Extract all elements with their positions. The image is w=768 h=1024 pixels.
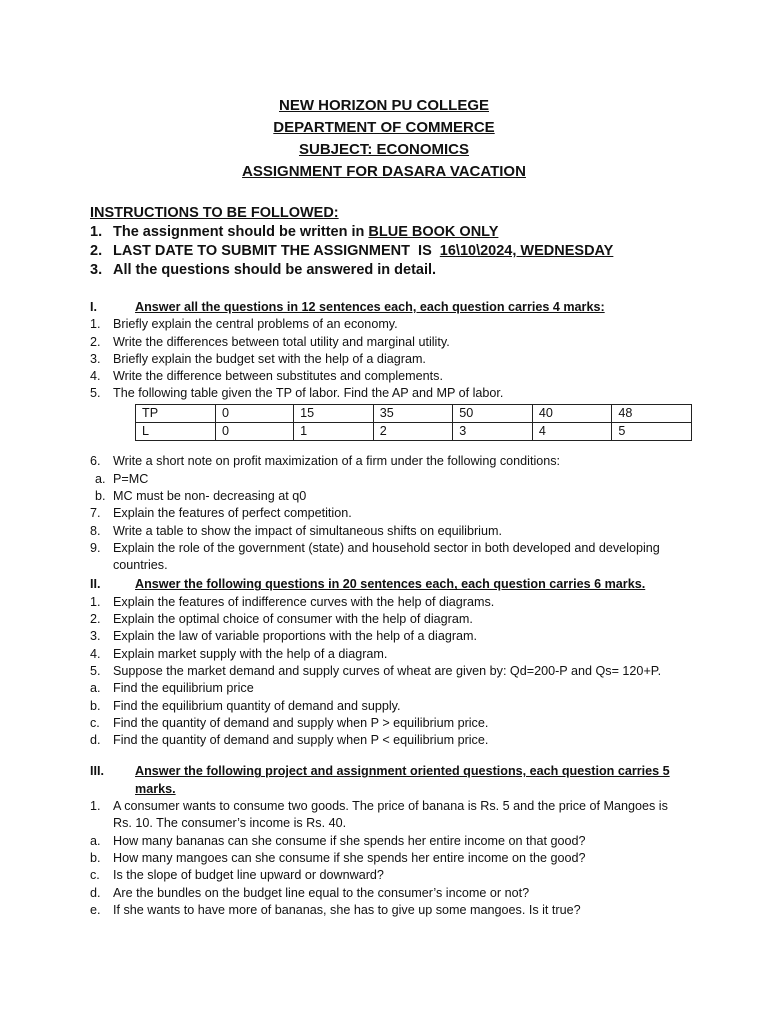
instruction-number: 1. bbox=[90, 224, 103, 240]
question-number: b. bbox=[90, 850, 101, 865]
question-item bbox=[90, 798, 690, 833]
question-number: a. bbox=[90, 681, 101, 696]
question-item bbox=[90, 628, 690, 645]
question-number: a. bbox=[95, 471, 106, 486]
sub-question-item bbox=[90, 833, 690, 850]
question-number: 9. bbox=[90, 540, 101, 555]
question-item bbox=[90, 594, 690, 611]
question-number: 2. bbox=[90, 612, 101, 627]
sub-question-item bbox=[90, 867, 690, 884]
question-text: Is the slope of budget line upward or downward? bbox=[113, 868, 384, 883]
question-number: d. bbox=[90, 733, 101, 748]
question-text: Suppose the market demand and supply curves of wheat are given by: Qd=200-P and Qs= 120+P. bbox=[113, 663, 662, 678]
question-item bbox=[90, 385, 690, 402]
question-item bbox=[90, 540, 690, 575]
question-item bbox=[90, 453, 690, 470]
instruction-item bbox=[90, 242, 690, 261]
question-text: Write a short note on profit maximization of a firm under the following conditions: bbox=[113, 454, 561, 469]
question-number: a. bbox=[90, 833, 101, 848]
question-number: 3. bbox=[90, 629, 101, 644]
question-text: How many bananas can she consume if she spends her entire income on that good? bbox=[113, 833, 586, 848]
question-text: Write the differences between total utility and marginal utility. bbox=[113, 334, 450, 349]
table-cell: 5 bbox=[612, 423, 692, 441]
question-text: If she wants to have more of bananas, she has to give up some mangoes. Is it true? bbox=[113, 902, 581, 917]
question-number: 5. bbox=[90, 386, 101, 401]
question-text: Explain the law of variable proportions with the help of a diagram. bbox=[113, 629, 478, 644]
instruction-text bbox=[113, 242, 613, 261]
question-text: Write a table to show the impact of simultaneous shifts on equilibrium. bbox=[113, 523, 502, 538]
question-text: Find the quantity of demand and supply when P < equilibrium price. bbox=[113, 733, 489, 748]
instruction-item bbox=[90, 223, 690, 242]
instruction-text-part: LAST DATE TO SUBMIT THE ASSIGNMENT IS bbox=[113, 243, 440, 259]
question-text: Find the equilibrium price bbox=[113, 681, 254, 696]
question-number: 4. bbox=[90, 646, 101, 661]
instruction-item bbox=[90, 261, 690, 280]
instructions-title: INSTRUCTIONS TO BE FOLLOWED: bbox=[90, 205, 339, 221]
question-text: How many mangoes can she consume if she spends her entire income on the good? bbox=[113, 850, 586, 865]
subject-name: SUBJECT: ECONOMICS bbox=[298, 141, 470, 158]
question-number: 5. bbox=[90, 663, 101, 678]
table-cell: 4 bbox=[532, 423, 612, 441]
sub-question-item bbox=[90, 471, 690, 488]
sub-question-item bbox=[90, 885, 690, 902]
table-cell: 3 bbox=[453, 423, 533, 441]
instruction-emphasis: 16\10\2024, WEDNESDAY bbox=[439, 243, 614, 259]
instruction-emphasis: BLUE BOOK ONLY bbox=[368, 224, 499, 240]
question-text: Find the equilibrium quantity of demand and supply. bbox=[113, 698, 401, 713]
assignment-title: ASSIGNMENT FOR DASARA VACATION bbox=[242, 163, 526, 180]
instruction-text: All the questions should be answered in detail. bbox=[113, 262, 437, 278]
question-number: 4. bbox=[90, 369, 101, 384]
question-number: c. bbox=[90, 715, 100, 730]
table-cell: 0 bbox=[215, 423, 293, 441]
sub-question-item bbox=[90, 698, 690, 715]
section-title: Answer the following questions in 20 sentences each, each question carries 6 marks. bbox=[135, 577, 646, 592]
question-item bbox=[90, 663, 690, 680]
section-title: Answer the following project and assignment oriented questions, each question carries 5 marks. bbox=[135, 764, 670, 796]
sub-question-item bbox=[90, 902, 690, 919]
table-cell: 1 bbox=[294, 423, 374, 441]
table-cell: 48 bbox=[612, 404, 692, 422]
sub-question-item bbox=[90, 680, 690, 697]
question-text: Briefly explain the budget set with the help of a diagram. bbox=[113, 351, 426, 366]
table-cell: 0 bbox=[215, 404, 293, 422]
question-item bbox=[90, 334, 690, 351]
question-number: 1. bbox=[90, 317, 101, 332]
question-number: 1. bbox=[90, 799, 101, 814]
instruction-text bbox=[113, 223, 498, 242]
question-text: P=MC bbox=[113, 471, 149, 486]
section-roman: III. bbox=[90, 764, 104, 779]
question-item bbox=[90, 316, 690, 333]
sub-question-item bbox=[90, 850, 690, 867]
question-text: Are the bundles on the budget line equal to the consumer’s income or not? bbox=[113, 885, 530, 900]
question-text: Explain the features of indifference curves with the help of diagrams. bbox=[113, 594, 495, 609]
section-title: Answer all the questions in 12 sentences each, each question carries 4 marks: bbox=[135, 300, 605, 314]
table-cell: 50 bbox=[453, 404, 533, 422]
question-text: MC must be non- decreasing at q0 bbox=[113, 488, 307, 503]
question-number: e. bbox=[90, 902, 101, 917]
section-heading-2 bbox=[90, 576, 690, 593]
question-text: A consumer wants to consume two goods. The price of banana is Rs. 5 and the price of Mangoes is Rs. 10. The consumer’s income is Rs. 40. bbox=[113, 799, 668, 831]
section-heading-3 bbox=[90, 763, 690, 798]
question-text: Explain the role of the government (state) and household sector in both developed and developing countries. bbox=[113, 540, 660, 573]
question-item bbox=[90, 368, 690, 385]
tp-labor-table bbox=[135, 404, 692, 442]
question-text: Briefly explain the central problems of an economy. bbox=[113, 317, 398, 332]
table-row bbox=[136, 404, 692, 422]
instruction-text-part: The assignment should be written in bbox=[113, 224, 369, 240]
question-number: 7. bbox=[90, 506, 101, 521]
document-header bbox=[0, 95, 768, 183]
question-text: Explain market supply with the help of a diagram. bbox=[113, 646, 388, 661]
question-text: Explain the optimal choice of consumer with the help of diagram. bbox=[113, 612, 473, 627]
question-number: 1. bbox=[90, 594, 101, 609]
question-item bbox=[90, 351, 690, 368]
question-number: 6. bbox=[90, 454, 101, 469]
college-name: NEW HORIZON PU COLLEGE bbox=[279, 97, 489, 114]
table-cell: TP bbox=[136, 404, 216, 422]
question-item bbox=[90, 505, 690, 522]
table-cell: 2 bbox=[373, 423, 453, 441]
question-number: 3. bbox=[90, 351, 101, 366]
question-text: Find the quantity of demand and supply when P > equilibrium price. bbox=[113, 715, 489, 730]
instructions-block bbox=[90, 204, 690, 280]
question-number: 8. bbox=[90, 523, 101, 538]
table-cell: L bbox=[136, 423, 216, 441]
question-text: Explain the features of perfect competition. bbox=[113, 506, 352, 521]
table-cell: 15 bbox=[294, 404, 374, 422]
question-text: The following table given the TP of labor. Find the AP and MP of labor. bbox=[113, 386, 504, 401]
question-number: d. bbox=[90, 885, 101, 900]
sub-question-item bbox=[90, 488, 690, 505]
question-item bbox=[90, 523, 690, 540]
question-number: b. bbox=[90, 698, 101, 713]
section-roman: I. bbox=[90, 300, 97, 314]
question-number: c. bbox=[90, 868, 100, 883]
table-row bbox=[136, 423, 692, 441]
spacer bbox=[90, 749, 690, 761]
section-heading-1 bbox=[90, 299, 690, 316]
sub-question-item bbox=[90, 732, 690, 749]
question-number: b. bbox=[95, 488, 106, 503]
sub-question-item bbox=[90, 715, 690, 732]
question-text: Write the difference between substitutes and complements. bbox=[113, 369, 443, 384]
table-cell: 40 bbox=[532, 404, 612, 422]
questions-body bbox=[90, 297, 690, 919]
table-cell: 35 bbox=[373, 404, 453, 422]
question-item bbox=[90, 611, 690, 628]
instruction-number: 2. bbox=[90, 243, 103, 259]
instruction-number: 3. bbox=[90, 262, 103, 278]
question-number: 2. bbox=[90, 334, 101, 349]
question-item bbox=[90, 646, 690, 663]
department-name: DEPARTMENT OF COMMERCE bbox=[273, 119, 495, 136]
section-roman: II. bbox=[90, 577, 101, 592]
